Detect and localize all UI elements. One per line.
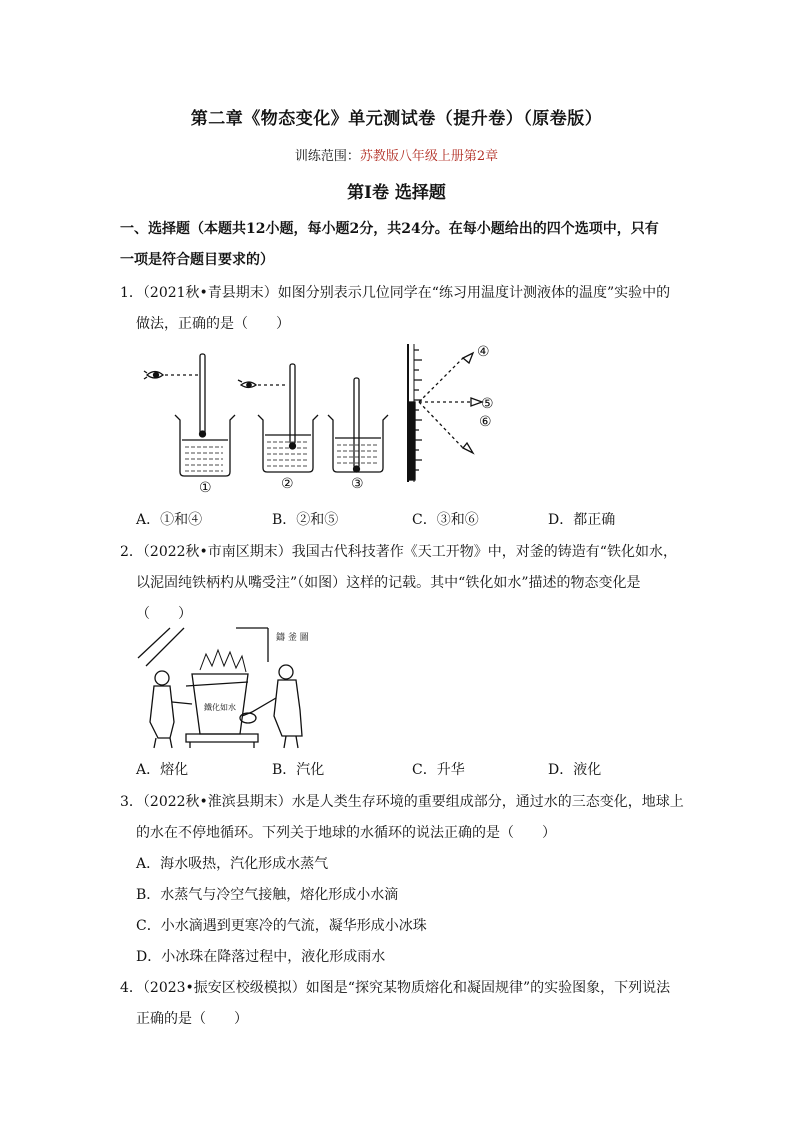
- range-value: 苏教版八年级上册第2章: [359, 149, 499, 164]
- fig-label-6: ⑥: [479, 414, 492, 430]
- q3-option-b[interactable]: B．水蒸气与冷空气接触，熔化形成小水滴: [136, 887, 399, 903]
- q2-casting-illustration: [136, 626, 336, 750]
- fig-label-2: ②: [281, 476, 294, 492]
- eye-icon: [238, 380, 256, 388]
- q2-stem-line-1: 2．（2022秋•市南区期末）我国古代科技著作《天工开物》中，对釜的铸造有“铁化如水，: [120, 544, 677, 560]
- q1-option-c[interactable]: C．③和⑥: [412, 512, 479, 528]
- q2-option-b[interactable]: B．汽化: [272, 762, 325, 778]
- q3-stem-line-2: 的水在不停地循环。下列关于地球的水循环的说法正确的是（ ）: [136, 825, 556, 841]
- q2-stem-line-3: （ ）: [136, 606, 192, 622]
- fig-label-4: ④: [477, 344, 490, 360]
- range-prefix: 训练范围：: [294, 149, 360, 164]
- q1-option-a[interactable]: A．①和④: [136, 512, 203, 528]
- q3-option-d[interactable]: D．小冰珠在降落过程中，液化形成雨水: [136, 949, 386, 965]
- fig-label-5: ⑤: [481, 396, 494, 412]
- instructions-line-1: 一、选择题（本题共12小题，每小题2分，共24分。在每小题给出的四个选项中，只有: [120, 221, 659, 237]
- fig-label-1: ①: [199, 480, 212, 496]
- q1-thermometer-figure: [135, 340, 515, 500]
- q3-option-c[interactable]: C．小水滴遇到更寒冷的气流，凝华形成小冰珠: [136, 918, 427, 934]
- fig-pot-text: 鐵化如水: [204, 703, 236, 712]
- q3-option-a[interactable]: A．海水吸热，汽化形成水蒸气: [136, 856, 329, 872]
- eye-icon: [144, 371, 163, 379]
- q1-stem-line-2: 做法，正确的是（ ）: [136, 316, 290, 332]
- q2-stem-line-2: 以泥固纯铁柄杓从嘴受注”（如图）这样的记载。其中“铁化如水”描述的物态变化是: [136, 575, 641, 591]
- training-range: [0, 145, 793, 164]
- section-heading: 第Ⅰ卷 选择题: [347, 183, 446, 203]
- instructions-line-2: 一项是符合题目要求的）: [120, 252, 274, 268]
- fig-label-3: ③: [351, 476, 364, 492]
- q1-option-d[interactable]: D．都正确: [548, 512, 616, 528]
- q2-option-a[interactable]: A．熔化: [136, 762, 189, 778]
- q1-option-b[interactable]: B．②和⑤: [272, 512, 339, 528]
- page-title: 第二章《物态变化》单元测试卷（提升卷）（原卷版）: [190, 109, 603, 129]
- fig-caption: 鑄 釜 圖: [276, 633, 309, 643]
- q2-option-c[interactable]: C．升华: [412, 762, 465, 778]
- q4-stem-line-2: 正确的是（ ）: [136, 1011, 248, 1027]
- q1-stem-line-1: 1．（2021秋•青县期末）如图分别表示几位同学在“练习用温度计测液体的温度”实验中的: [120, 285, 671, 301]
- q2-option-d[interactable]: D．液化: [548, 762, 602, 778]
- q3-stem-line-1: 3．（2022秋•淮滨县期末）水是人类生存环境的重要组成部分，通过水的三态变化，地球上: [120, 794, 684, 810]
- q4-stem-line-1: 4．（2023•振安区校级模拟）如图是“探究某物质熔化和凝固规律”的实验图象，下列说法: [120, 980, 671, 996]
